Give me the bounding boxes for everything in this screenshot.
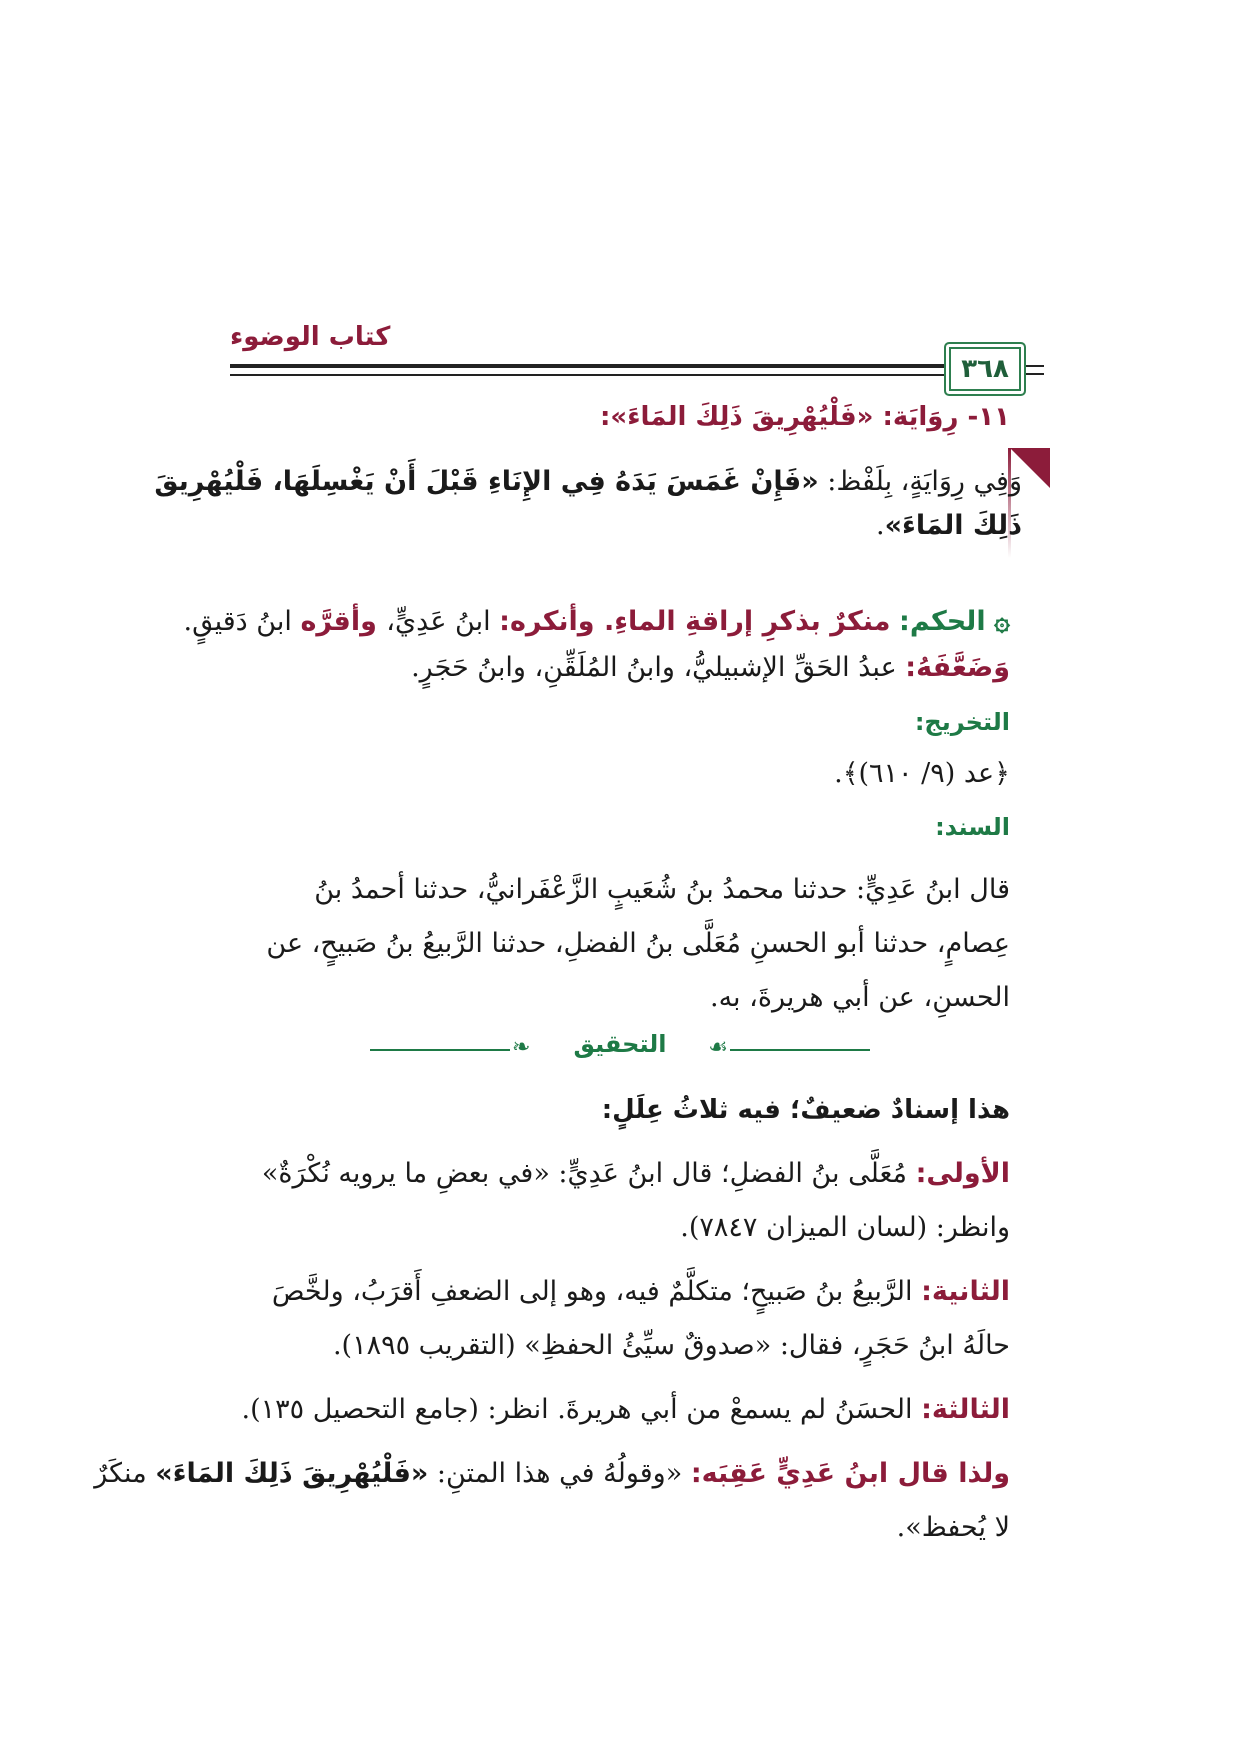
hadith-text [154,460,1022,548]
hadith-text-line2: ذَلِكَ المَاءَ» [884,510,1022,541]
sanad-line1: قال ابنُ عَدِيٍّ: حدثنا محمدُ بنُ شُعَيبٍ الزَّعْفَرانيُّ، حدثنا أحمدُ بنُ [314,874,1010,905]
hadith-lead: وَفِي رِوَايَةٍ، بِلَفْظ: [818,466,1022,497]
ruling-icon: ۞ [994,606,1010,637]
second-issue-line1 [272,1270,1010,1314]
header-rule-thin [230,374,944,376]
conclusion-pre: «وقولُهُ في هذا المتنِ: [428,1458,691,1489]
divider-line-right [730,1049,870,1051]
conclusion-line2: لا يُحفظ». [896,1512,1010,1543]
ruling-approved-by: ابنُ دَقيقٍ. [183,606,301,637]
ruling-line1 [184,600,1010,644]
sanad-line2: عِصامٍ، حدثنا أبو الحسنِ مُعَلَّى بنُ الفضلِ، حدثنا الرَّبيعُ بنُ صَبيحٍ، عن [266,928,1010,959]
first-issue-line1 [262,1152,1010,1196]
first-issue-text: مُعَلَّى بنُ الفضلِ؛ قال ابنُ عَدِيٍّ: «في بعضِ ما يرويه نُكْرَةٌ» [261,1158,916,1189]
conclusion-post: منكَرٌ [94,1458,156,1489]
third-issue-text: الحسَنُ لم يسمعْ من أبي هريرةَ. انظر: (جامع التحصيل ١٣٥). [241,1394,922,1425]
second-issue-line2: حالَهُ ابنُ حَجَرٍ، فقال: «صدوقٌ سيِّئُ الحفظِ» (التقريب ١٨٩٥). [332,1330,1010,1361]
page-number: ٣٦٨ [961,354,1009,384]
first-issue-label: الأولى: [915,1158,1010,1189]
conclusion-label: ولذا قال ابنُ عَدِيٍّ عَقِبَه: [690,1458,1010,1489]
book-title: كتاب الوضوء [230,322,391,352]
tahqiq-divider [370,1030,870,1070]
ruling-label: الحكم: [899,606,986,637]
sanad-line3: الحسنِ، عن أبي هريرةَ، به. [709,982,1010,1013]
ruling-weakened-by: عبدُ الحَقِّ الإشبيليُّ، وابنُ المُلَقِّنِ، وابنُ حَجَرٍ. [411,652,906,683]
third-issue-label: الثالثة: [921,1394,1010,1425]
second-issue-label: الثانية: [921,1276,1010,1307]
ruling-weakened-label: وَضَعَّفَهُ: [905,652,1010,683]
takhrij-reference: ﴿عد (٩/ ٦١٠)﴾. [834,758,1010,789]
ruling-verdict: منكرٌ بذكرِ إراقةِ الماءِ. وأنكره: [499,606,891,637]
ruling-approved-label: وأقرَّه [300,606,387,637]
conclusion-line1 [94,1452,1010,1496]
third-issue-line1 [242,1388,1011,1432]
hadith-end: . [875,510,885,541]
takhrij-heading: التخريج: [914,708,1010,736]
sanad-heading: السند: [935,813,1010,841]
divider-ornament-right-icon: ☙ [708,1035,728,1060]
ruling-deniers: ابنُ عَدِيٍّ، [386,606,500,637]
ruling-line2 [411,646,1010,690]
divider-ornament-left-icon: ❧ [512,1035,531,1060]
first-issue-line2: وانظر: (لسان الميزان ٧٨٤٧). [680,1212,1010,1243]
section-heading: ١١- رِوَايَة: «فَلْيُهْرِيقَ ذَلِكَ المَاءَ»: [600,402,1010,432]
header-rule-thick [230,364,944,368]
tahqiq-intro: هذا إسنادٌ ضعيفٌ؛ فيه ثلاثُ عِلَلٍ: [601,1095,1010,1125]
hadith-text-line1: «فَإِنْ غَمَسَ يَدَهُ فِي الإِنَاءِ قَبْلَ أَنْ يَغْسِلَهَا، فَلْيُهْرِيقَ [154,466,819,497]
tahqiq-heading: التحقيق [573,1030,667,1058]
conclusion-quote: «فَلْيُهْرِيقَ ذَلِكَ المَاءَ» [155,1458,429,1489]
second-issue-text: الرَّبيعُ بنُ صَبيحٍ؛ متكلَّمٌ فيه، وهو إلى الضعفِ أَقرَبُ، ولخَّصَ [271,1276,922,1307]
page-number-badge [944,342,1026,396]
